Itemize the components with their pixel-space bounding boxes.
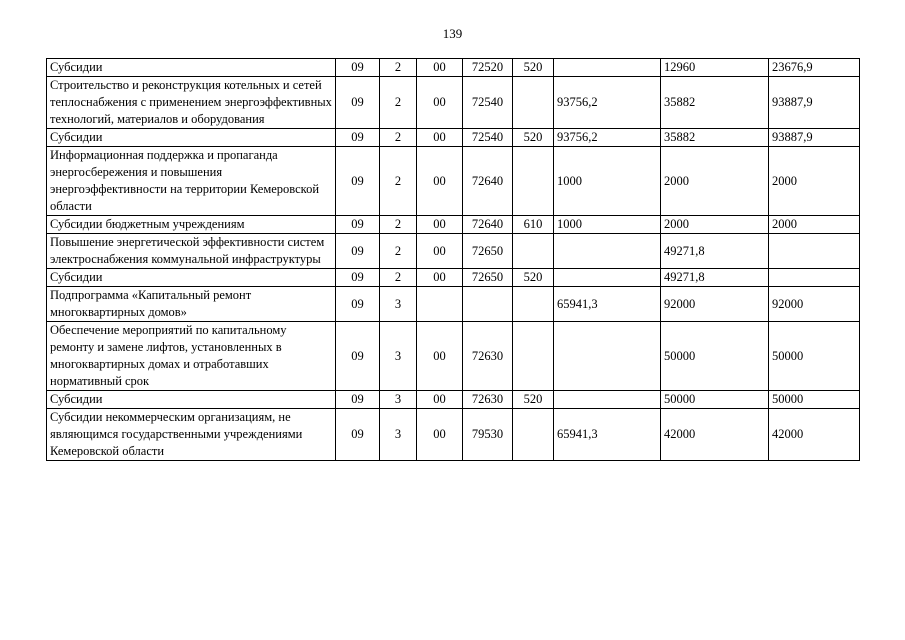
expense-type-code: 520 xyxy=(513,129,554,147)
item-name: Субсидии xyxy=(47,59,336,77)
item-name: Субсидии некоммерческим организациям, не являющимся государственными учреждениями Кемеровской области xyxy=(47,409,336,461)
target-code: 72650 xyxy=(463,269,513,287)
target-code: 72640 xyxy=(463,147,513,216)
target-code: 72540 xyxy=(463,77,513,129)
subprogram-code: 2 xyxy=(380,129,417,147)
amount-col-2: 35882 xyxy=(661,129,769,147)
amount-col-2: 50000 xyxy=(661,391,769,409)
amount-col-2: 49271,8 xyxy=(661,234,769,269)
amount-col-2: 49271,8 xyxy=(661,269,769,287)
section-code: 09 xyxy=(336,77,380,129)
amount-col-1: 93756,2 xyxy=(554,77,661,129)
amount-col-1 xyxy=(554,234,661,269)
amount-col-1: 65941,3 xyxy=(554,409,661,461)
target-code xyxy=(463,287,513,322)
direction-code: 00 xyxy=(417,77,463,129)
item-name: Субсидии xyxy=(47,391,336,409)
section-code: 09 xyxy=(336,409,380,461)
table-row xyxy=(47,322,860,391)
direction-code: 00 xyxy=(417,322,463,391)
subprogram-code: 3 xyxy=(380,287,417,322)
amount-col-2: 42000 xyxy=(661,409,769,461)
section-code: 09 xyxy=(336,287,380,322)
amount-col-3: 42000 xyxy=(769,409,860,461)
section-code: 09 xyxy=(336,216,380,234)
table-row xyxy=(47,287,860,322)
direction-code: 00 xyxy=(417,391,463,409)
subprogram-code: 2 xyxy=(380,216,417,234)
section-code: 09 xyxy=(336,391,380,409)
table-row xyxy=(47,129,860,147)
amount-col-1 xyxy=(554,322,661,391)
subprogram-code: 2 xyxy=(380,59,417,77)
table-row xyxy=(47,59,860,77)
amount-col-1 xyxy=(554,391,661,409)
amount-col-3 xyxy=(769,269,860,287)
budget-table-body xyxy=(47,59,860,461)
subprogram-code: 3 xyxy=(380,322,417,391)
amount-col-1: 93756,2 xyxy=(554,129,661,147)
expense-type-code xyxy=(513,147,554,216)
item-name: Субсидии бюджетным учреждениям xyxy=(47,216,336,234)
table-row xyxy=(47,391,860,409)
section-code: 09 xyxy=(336,234,380,269)
table-row xyxy=(47,234,860,269)
table-row xyxy=(47,216,860,234)
table-row xyxy=(47,409,860,461)
amount-col-2: 50000 xyxy=(661,322,769,391)
subprogram-code: 2 xyxy=(380,77,417,129)
table-row xyxy=(47,147,860,216)
amount-col-1 xyxy=(554,269,661,287)
direction-code: 00 xyxy=(417,234,463,269)
expense-type-code: 610 xyxy=(513,216,554,234)
target-code: 79530 xyxy=(463,409,513,461)
direction-code: 00 xyxy=(417,59,463,77)
expense-type-code xyxy=(513,287,554,322)
item-name: Субсидии xyxy=(47,129,336,147)
expense-type-code: 520 xyxy=(513,59,554,77)
item-name: Субсидии xyxy=(47,269,336,287)
expense-type-code: 520 xyxy=(513,269,554,287)
amount-col-2: 35882 xyxy=(661,77,769,129)
target-code: 72630 xyxy=(463,391,513,409)
item-name: Информационная поддержка и пропаганда энергосбережения и повышения энергоэффективности на территории Кемеровской области xyxy=(47,147,336,216)
section-code: 09 xyxy=(336,129,380,147)
direction-code: 00 xyxy=(417,216,463,234)
amount-col-3: 2000 xyxy=(769,216,860,234)
target-code: 72630 xyxy=(463,322,513,391)
expense-type-code xyxy=(513,322,554,391)
subprogram-code: 2 xyxy=(380,269,417,287)
direction-code: 00 xyxy=(417,129,463,147)
amount-col-2: 92000 xyxy=(661,287,769,322)
amount-col-3: 93887,9 xyxy=(769,129,860,147)
amount-col-1 xyxy=(554,59,661,77)
amount-col-2: 12960 xyxy=(661,59,769,77)
amount-col-3 xyxy=(769,234,860,269)
amount-col-1: 1000 xyxy=(554,147,661,216)
amount-col-3: 92000 xyxy=(769,287,860,322)
amount-col-3: 23676,9 xyxy=(769,59,860,77)
item-name: Строительство и реконструкция котельных и сетей теплоснабжения с применением энергоэффективных технологий, материалов и оборудования xyxy=(47,77,336,129)
expense-type-code xyxy=(513,77,554,129)
section-code: 09 xyxy=(336,322,380,391)
amount-col-2: 2000 xyxy=(661,147,769,216)
direction-code: 00 xyxy=(417,269,463,287)
budget-table xyxy=(46,58,860,461)
target-code: 72640 xyxy=(463,216,513,234)
item-name: Подпрограмма «Капитальный ремонт многоквартирных домов» xyxy=(47,287,336,322)
section-code: 09 xyxy=(336,269,380,287)
subprogram-code: 3 xyxy=(380,409,417,461)
subprogram-code: 2 xyxy=(380,147,417,216)
section-code: 09 xyxy=(336,147,380,216)
subprogram-code: 3 xyxy=(380,391,417,409)
page-number: 139 xyxy=(442,26,463,41)
expense-type-code xyxy=(513,409,554,461)
expense-type-code: 520 xyxy=(513,391,554,409)
amount-col-1: 1000 xyxy=(554,216,661,234)
direction-code: 00 xyxy=(417,409,463,461)
target-code: 72520 xyxy=(463,59,513,77)
item-name: Повышение энергетической эффективности систем электроснабжения коммунальной инфраструктуры xyxy=(47,234,336,269)
target-code: 72650 xyxy=(463,234,513,269)
amount-col-3: 50000 xyxy=(769,322,860,391)
amount-col-3: 93887,9 xyxy=(769,77,860,129)
direction-code xyxy=(417,287,463,322)
amount-col-2: 2000 xyxy=(661,216,769,234)
subprogram-code: 2 xyxy=(380,234,417,269)
target-code: 72540 xyxy=(463,129,513,147)
amount-col-1: 65941,3 xyxy=(554,287,661,322)
amount-col-3: 2000 xyxy=(769,147,860,216)
section-code: 09 xyxy=(336,59,380,77)
item-name: Обеспечение мероприятий по капитальному ремонту и замене лифтов, установленных в многоквартирных домах и отработавших нормативный срок xyxy=(47,322,336,391)
direction-code: 00 xyxy=(417,147,463,216)
table-row xyxy=(47,269,860,287)
amount-col-3: 50000 xyxy=(769,391,860,409)
expense-type-code xyxy=(513,234,554,269)
table-row xyxy=(47,77,860,129)
